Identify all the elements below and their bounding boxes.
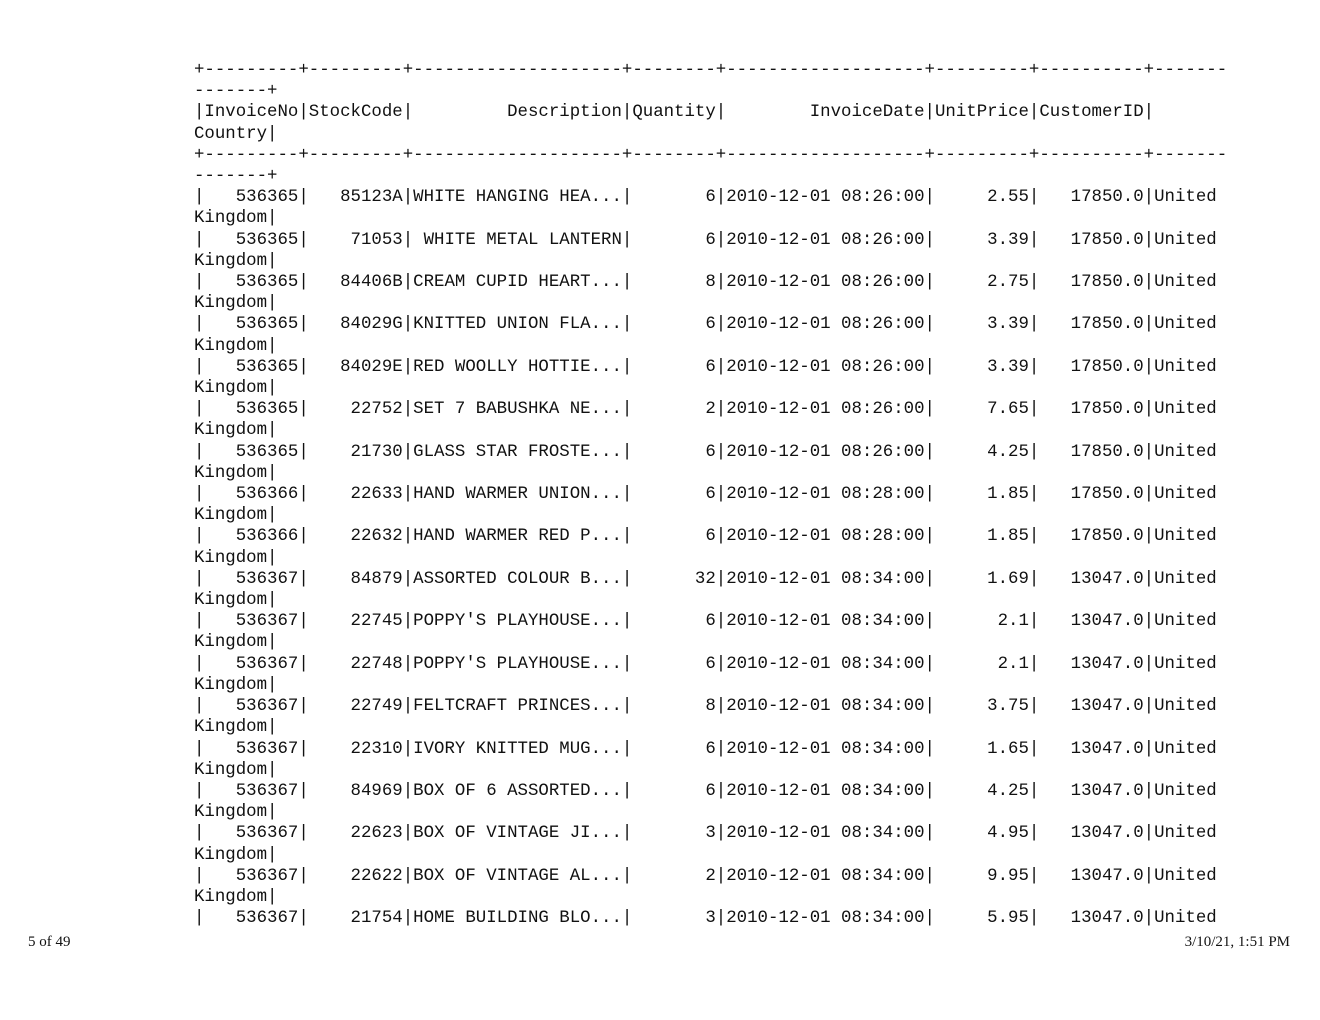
output-line: +---------+---------+--------------------+--------+-------------------+---------+----------+------- — [194, 61, 1228, 80]
output-line: -------+ — [194, 167, 278, 187]
output-line: Kingdom| — [194, 803, 278, 823]
output-line: +---------+---------+--------------------+--------+-------------------+---------+----------+------- — [194, 145, 1228, 165]
output-line: |InvoiceNo|StockCode| Description|Quantity| InvoiceDate|UnitPrice|CustomerID| — [194, 103, 1155, 123]
output-line: | 536365| 22752|SET 7 BABUSHKA NE...| 2|2010-12-01 08:26:00| 7.65| 17850.0|United — [194, 400, 1217, 420]
output-line: | 536365| 84029G|KNITTED UNION FLA...| 6|2010-12-01 08:26:00| 3.39| 17850.0|United — [194, 315, 1217, 335]
output-line: | 536367| 21754|HOME BUILDING BLO...| 3|2010-12-01 08:34:00| 5.95| 13047.0|United — [194, 909, 1217, 929]
output-line: Kingdom| — [194, 718, 278, 738]
output-line: Kingdom| — [194, 294, 278, 314]
output-line: | 536367| 22310|IVORY KNITTED MUG...| 6|2010-12-01 08:34:00| 1.65| 13047.0|United — [194, 739, 1217, 759]
output-line: Kingdom| — [194, 506, 278, 526]
output-line: Kingdom| — [194, 209, 278, 229]
output-line: | 536367| 84969|BOX OF 6 ASSORTED...| 6|2010-12-01 08:34:00| 4.25| 13047.0|United — [194, 781, 1217, 801]
output-line: Kingdom| — [194, 336, 278, 356]
output-line: | 536365| 21730|GLASS STAR FROSTE...| 6|2010-12-01 08:26:00| 4.25| 17850.0|United — [194, 442, 1217, 462]
page-number: 5 of 49 — [28, 934, 71, 950]
output-line: -------+ — [194, 82, 278, 102]
output-line: | 536367| 22749|FELTCRAFT PRINCES...| 8|2010-12-01 08:34:00| 3.75| 13047.0|United — [194, 697, 1217, 717]
print-timestamp: 3/10/21, 1:51 PM — [1184, 934, 1290, 950]
table-output — [194, 60, 1227, 929]
output-line: Kingdom| — [194, 845, 278, 865]
output-line: | 536365| 85123A|WHITE HANGING HEA...| 6|2010-12-01 08:26:00| 2.55| 17850.0|United — [194, 188, 1217, 208]
output-line: Kingdom| — [194, 591, 278, 611]
output-line: | 536367| 84879|ASSORTED COLOUR B...| 32|2010-12-01 08:34:00| 1.69| 13047.0|United — [194, 569, 1217, 589]
output-line: Kingdom| — [194, 421, 278, 441]
output-line: Kingdom| — [194, 760, 278, 780]
output-line: | 536365| 84029E|RED WOOLLY HOTTIE...| 6|2010-12-01 08:26:00| 3.39| 17850.0|United — [194, 357, 1217, 377]
output-line: Country| — [194, 124, 278, 144]
output-line: | 536367| 22748|POPPY'S PLAYHOUSE...| 6|2010-12-01 08:34:00| 2.1| 13047.0|United — [194, 654, 1217, 674]
output-line: | 536367| 22745|POPPY'S PLAYHOUSE...| 6|2010-12-01 08:34:00| 2.1| 13047.0|United — [194, 612, 1217, 632]
output-line: | 536365| 84406B|CREAM CUPID HEART...| 8|2010-12-01 08:26:00| 2.75| 17850.0|United — [194, 273, 1217, 293]
output-line: | 536367| 22622|BOX OF VINTAGE AL...| 2|2010-12-01 08:34:00| 9.95| 13047.0|United — [194, 866, 1217, 886]
output-line: | 536367| 22623|BOX OF VINTAGE JI...| 3|2010-12-01 08:34:00| 4.95| 13047.0|United — [194, 824, 1217, 844]
output-line: Kingdom| — [194, 251, 278, 271]
output-line: Kingdom| — [194, 887, 278, 907]
output-line: | 536366| 22632|HAND WARMER RED P...| 6|2010-12-01 08:28:00| 1.85| 17850.0|United — [194, 527, 1217, 547]
output-line: | 536365| 71053| WHITE METAL LANTERN| 6|2010-12-01 08:26:00| 3.39| 17850.0|United — [194, 230, 1217, 250]
output-line: Kingdom| — [194, 379, 278, 399]
output-line: Kingdom| — [194, 463, 278, 483]
output-line: Kingdom| — [194, 548, 278, 568]
output-line: | 536366| 22633|HAND WARMER UNION...| 6|2010-12-01 08:28:00| 1.85| 17850.0|United — [194, 485, 1217, 505]
output-line: Kingdom| — [194, 633, 278, 653]
output-line: Kingdom| — [194, 675, 278, 695]
